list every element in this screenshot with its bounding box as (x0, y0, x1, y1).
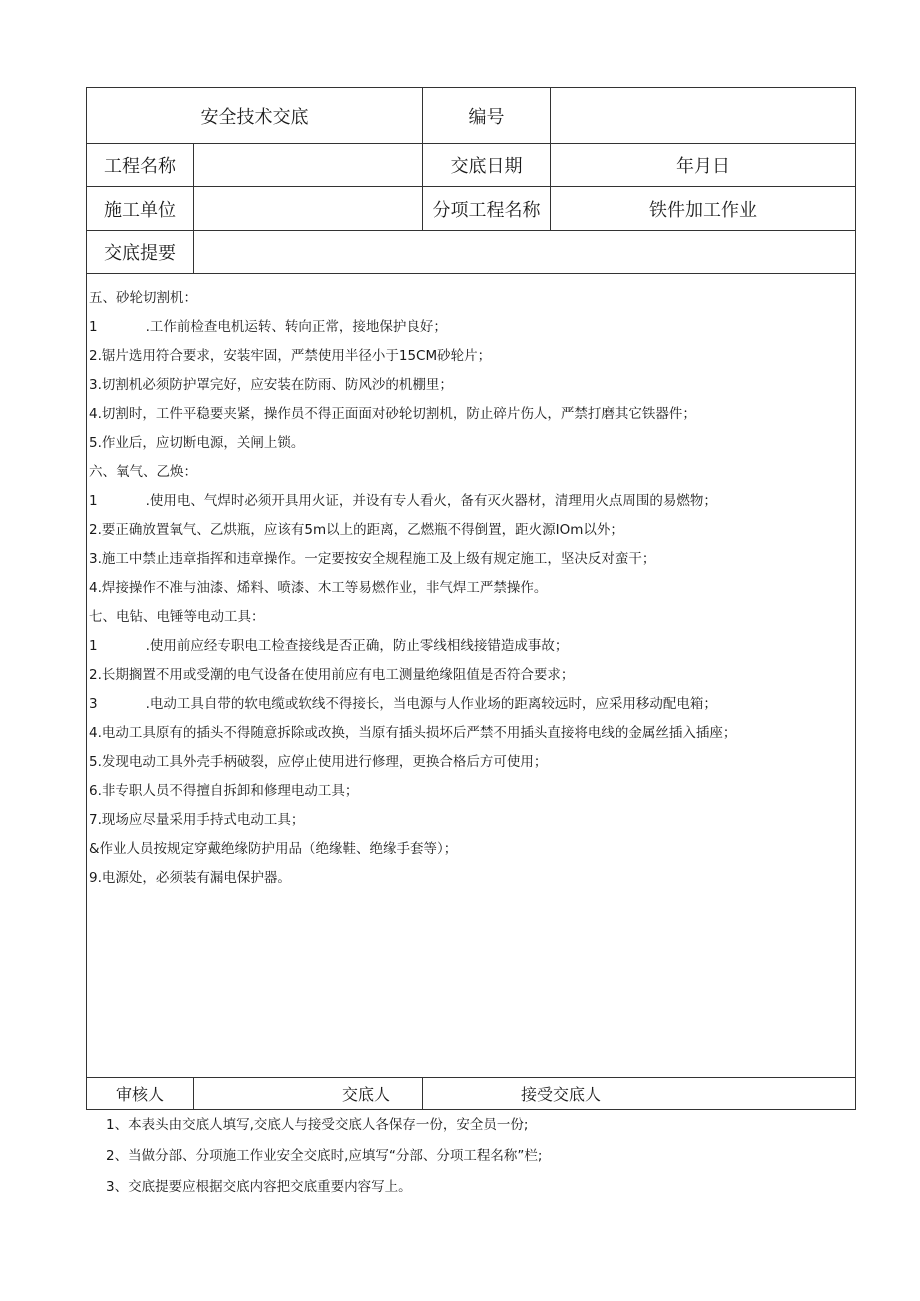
content-line: 六、氧气、乙焕： (89, 464, 197, 480)
form-table (86, 87, 856, 1110)
date-field[interactable]: 年月日 (551, 144, 856, 187)
reviewer-label: 审核人 (87, 1078, 194, 1110)
summary-field[interactable] (194, 231, 856, 274)
content-line: 2.要正确放置氧气、乙烘瓶，应该有5m以上的距离，乙燃瓶不得倒置，距火源IOm以外； (89, 522, 624, 538)
content-line: 9.电源处，必须装有漏电保护器。 (89, 870, 291, 886)
form-notes (106, 1110, 542, 1203)
content-line: 4.焊接操作不准与油漆、烯料、喷漆、木工等易燃作业，非气焊工严禁操作。 (89, 580, 548, 596)
content-line: 6.非专职人员不得擅自拆卸和修理电动工具； (89, 783, 359, 799)
content-line: 1 .使用电、气焊时必须开具用火证，并设有专人看火，备有灭火器材，清理用火点周围的易燃物； (89, 493, 717, 509)
content-line: 5.作业后，应切断电源，关闸上锁。 (89, 435, 305, 451)
summary-label: 交底提要 (87, 231, 194, 274)
sub-project-field[interactable]: 铁件加工作业 (551, 187, 856, 231)
discloser-label: 交底人 (341, 1085, 390, 1104)
date-label: 交底日期 (423, 144, 551, 187)
project-name-label: 工程名称 (87, 144, 194, 187)
note-item: 3、交底提要应根据交底内容把交底重要内容写上。 (106, 1179, 412, 1195)
disclosure-form (86, 87, 855, 1110)
content-line: 3 .电动工具自带的软电缆或软线不得接长，当电源与人作业场的距离较远时，应采用移动配电箱； (89, 696, 717, 712)
unit-field[interactable] (194, 187, 423, 231)
content-line: 4.电动工具原有的插头不得随意拆除或改换，当原有插头损坏后严禁不用插头直接将电线的金属丝插入插座； (89, 725, 737, 741)
content-line: &作业人员按规定穿戴绝缘防护用品（绝缘鞋、绝缘手套等）； (89, 841, 458, 857)
receiver-field[interactable] (423, 1078, 856, 1110)
content-line: 1 .使用前应经专职电工检查接线是否正确，防止零线相线接错造成事故； (89, 638, 569, 654)
sub-project-label: 分项工程名称 (423, 187, 551, 231)
number-field[interactable] (551, 88, 856, 144)
content-line: 5.发现电动工具外壳手柄破裂，应停止使用进行修理，更换合格后方可使用； (89, 754, 548, 770)
content-line: 3.切割机必须防护罩完好，应安装在防雨、防风沙的机棚里； (89, 377, 453, 393)
number-label: 编号 (423, 88, 551, 144)
project-name-field[interactable] (194, 144, 423, 187)
receiver-label: 接受交底人 (521, 1085, 602, 1104)
reviewer-field[interactable] (194, 1078, 423, 1110)
content-line: 五、砂轮切割机： (89, 290, 197, 306)
content-line: 3.施工中禁止违章指挥和违章操作。一定要按安全规程施工及上级有规定施工，坚决反对蛮干； (89, 551, 656, 567)
content-line: 2.锯片选用符合要求，安装牢固，严禁使用半径小于15CM砂轮片； (89, 348, 492, 364)
form-title: 安全技术交底 (87, 88, 423, 144)
content-line: 1 .工作前检查电机运转、转向正常，接地保护良好； (89, 319, 447, 335)
note-item: 1、本表头由交底人填写,交底人与接受交底人各保存一份，安全员一份; (106, 1117, 529, 1133)
note-item: 2、当做分部、分项施工作业安全交底时,应填写“分部、分项工程名称”栏; (106, 1148, 543, 1164)
content-line: 七、电钻、电锤等电动工具： (89, 609, 265, 625)
content-line: 4.切割时，工件平稳要夹紧，操作员不得正面面对砂轮切割机，防止碎片伤人，严禁打磨其它铁器件； (89, 406, 696, 422)
disclosure-content (87, 274, 856, 1078)
unit-label: 施工单位 (87, 187, 194, 231)
content-line: 7.现场应尽量采用手持式电动工具； (89, 812, 305, 828)
content-line: 2.长期搁置不用或受潮的电气设备在使用前应有电工测量绝缘阻值是否符合要求； (89, 667, 575, 683)
